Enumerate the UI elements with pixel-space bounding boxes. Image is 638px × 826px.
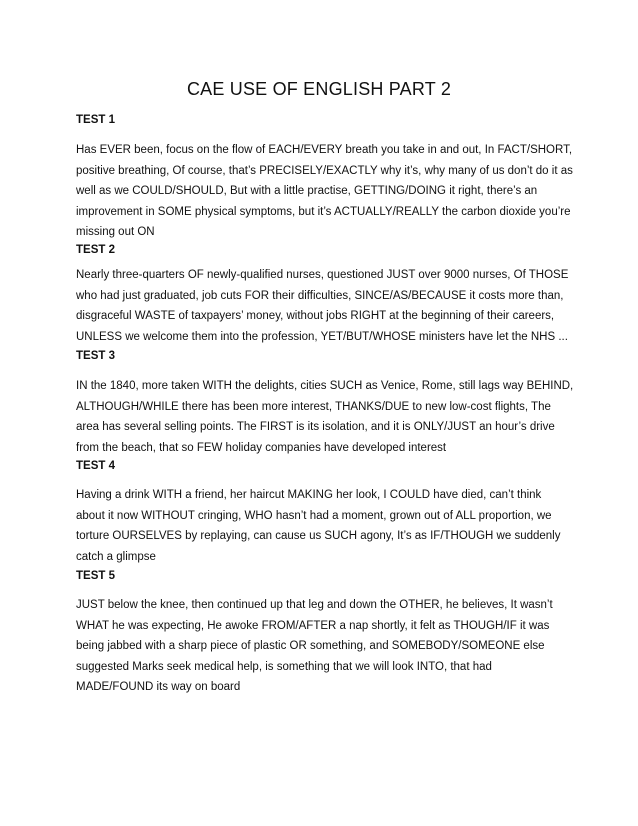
section-body-test-4 (76, 485, 562, 567)
text-line: suggested Marks seek medical help, is something that we will look INTO, that had (76, 660, 492, 673)
text-line: Having a drink WITH a friend, her haircut MAKING her look, I COULD have died, can’t think (76, 489, 542, 501)
section-body-test-1 (76, 140, 573, 243)
text-line: JUST below the knee, then continued up that leg and down the OTHER, he believes, It wasn’t (76, 599, 553, 611)
text-line: ALTHOUGH/WHILE there has been more interest, THANKS/DUE to new low-cost flights, The (76, 400, 551, 413)
section-heading-test-5: TEST 5 (76, 570, 115, 582)
text-line: from the beach, that so FEW holiday companies have developed interest (76, 441, 447, 454)
section-body-test-3 (76, 376, 574, 458)
text-line: WHAT he was expecting, He awoke FROM/AFTER a nap shortly, it felt as THOUGH/IF it was (76, 619, 550, 632)
page-title: CAE USE OF ENGLISH PART 2 (186, 79, 452, 99)
text-line: about it now WITHOUT cringing, WHO hasn’t had a moment, grown out of ALL proportion, we (76, 509, 552, 522)
text-line: catch a glimpse (76, 550, 156, 563)
text-line: positive breathing, Of course, that’s PRECISELY/EXACTLY why it’s, why many of us don’t do it as (76, 164, 573, 177)
text-line: disgraceful WASTE of taxpayers’ money, without jobs RIGHT at the beginning of their careers, (76, 310, 555, 322)
section-heading-test-4: TEST 4 (76, 460, 115, 472)
text-line: improvement in SOME physical symptoms, but it’s ACTUALLY/REALLY the carbon dioxide you’re (76, 205, 571, 218)
text-line: UNLESS we welcome them into the profession, YET/BUT/WHOSE ministers have let the NHS ... (76, 330, 568, 343)
text-line: IN the 1840, more taken WITH the delights, cities SUCH as Venice, Rome, still lags way BEHIND, (76, 380, 574, 392)
text-line: missing out ON (76, 226, 155, 238)
text-line: Nearly three-quarters OF newly-qualified nurses, questioned JUST over 9000 nurses, Of THOSE (76, 269, 569, 281)
section-heading-test-2: TEST 2 (76, 244, 115, 256)
text-line: area has several selling points. The FIRST is its isolation, and it is ONLY/JUST an hour’s drive (76, 421, 555, 433)
section-heading-test-3: TEST 3 (76, 350, 115, 362)
text-line: being jabbed with a sharp piece of plastic OR something, and SOMEBODY/SOMEONE else (76, 640, 545, 652)
section-body-test-5 (76, 595, 562, 698)
text-line: who had just graduated, job cuts FOR their difficulties, SINCE/AS/BECAUSE it costs more than, (76, 289, 564, 302)
text-line: MADE/FOUND its way on board (76, 681, 241, 693)
section-heading-test-1: TEST 1 (76, 114, 115, 126)
text-line: well as we COULD/SHOULD, But with a little practise, GETTING/DOING it right, there’s an (76, 185, 538, 197)
text-line: torture OURSELVES by replaying, can cause us SUCH agony, It’s as IF/THOUGH we suddenly (76, 530, 561, 542)
text-line: Has EVER been, focus on the flow of EACH/EVERY breath you take in and out, In FACT/SHORT, (76, 144, 573, 156)
section-body-test-2 (76, 265, 569, 347)
